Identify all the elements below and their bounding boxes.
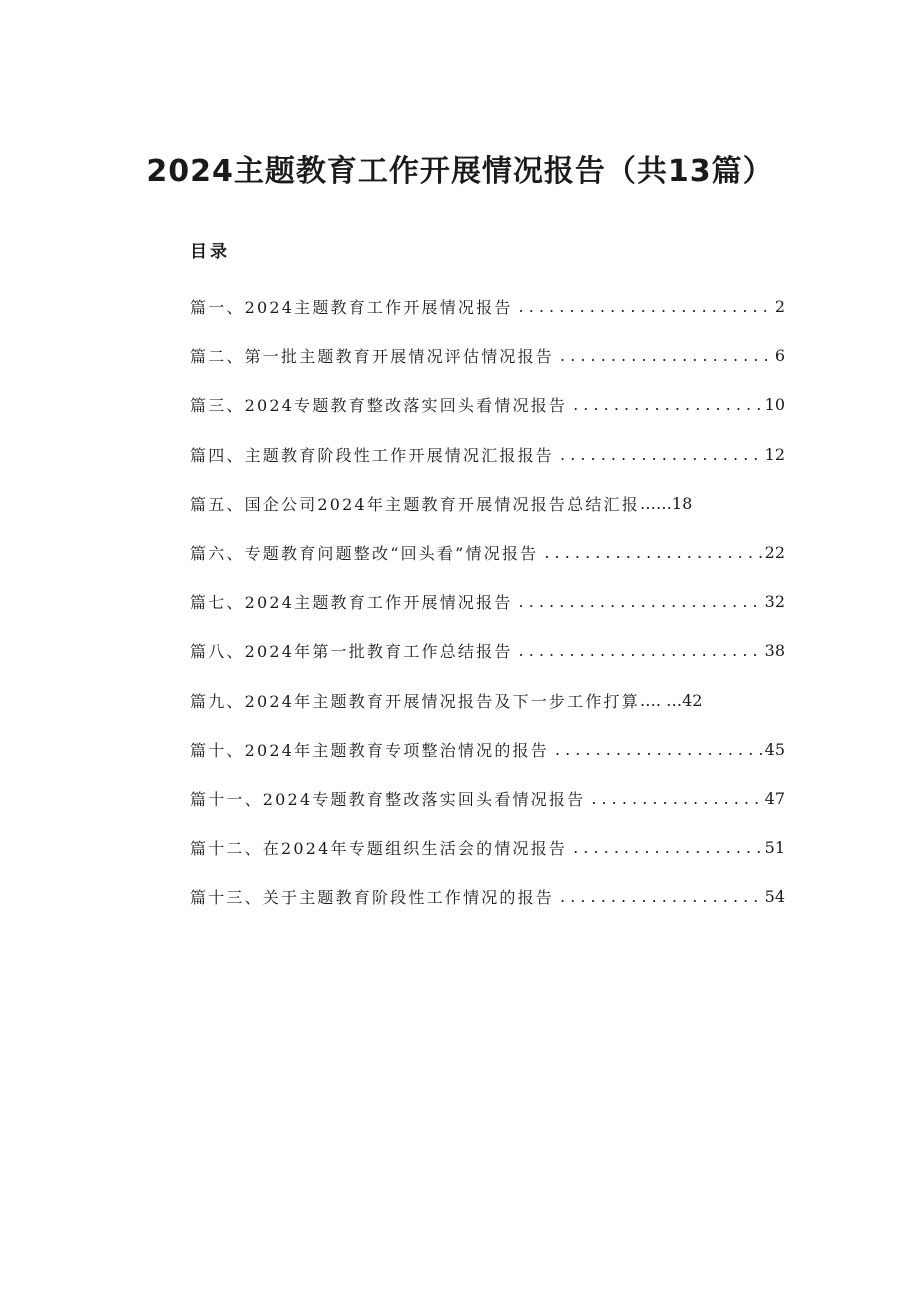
toc-entry-1[interactable] — [190, 282, 785, 331]
toc-entry-4[interactable] — [190, 430, 785, 479]
toc-entry-label: 篇十、2024年主题教育专项整治情况的报告 — [190, 740, 549, 760]
toc-entry-label: 篇十二、在2024年专题组织生活会的情况报告 — [190, 839, 568, 859]
toc-page-number: 6 — [774, 346, 785, 366]
toc-dot-leader — [560, 346, 773, 365]
toc-dot-leader — [519, 592, 763, 611]
toc-entry-label: 篇六、专题教育问题整改“回头看”情况报告 — [190, 544, 539, 564]
toc-entry-label: 篇四、主题教育阶段性工作开展情况汇报报告 — [190, 445, 555, 465]
toc-entry-label: 篇五、国企公司2024年主题教育开展情况报告总结汇报 — [190, 494, 640, 514]
toc-entry-label: 篇十三、关于主题教育阶段性工作情况的报告 — [190, 888, 555, 908]
toc-dot-leader — [544, 543, 762, 562]
toc-page-number: 47 — [764, 788, 785, 808]
toc-entry-10[interactable] — [190, 725, 785, 774]
toc-heading: 目录 — [190, 242, 230, 262]
toc-page-number: 12 — [764, 444, 785, 464]
toc-page-number: 54 — [764, 887, 785, 907]
toc-page-number: 22 — [764, 543, 785, 563]
toc-page-number: 32 — [764, 592, 785, 612]
toc-entry-8[interactable] — [190, 626, 785, 675]
toc-entry-7[interactable] — [190, 577, 785, 626]
toc-dot-leader — [573, 395, 763, 414]
toc-entry-5[interactable] — [190, 479, 785, 528]
toc-page-number: 2 — [774, 297, 785, 317]
toc-entry-6[interactable] — [190, 528, 785, 577]
toc-entry-label: 篇九、2024年主题教育开展情况报告及下一步工作打算 — [190, 691, 640, 711]
toc-entry-13[interactable] — [190, 872, 785, 921]
toc-entry-label: 篇三、2024专题教育整改落实回头看情况报告 — [190, 396, 568, 416]
toc-entry-2[interactable] — [190, 331, 785, 380]
toc-page-number: 45 — [764, 739, 785, 759]
toc-entry-9[interactable] — [190, 676, 785, 725]
toc-dot-leader — [519, 641, 763, 660]
toc-page-number: ……18 — [639, 493, 693, 513]
document-title: 2024主题教育工作开展情况报告（共13篇） — [146, 154, 774, 189]
toc-entry-label: 篇一、2024主题教育工作开展情况报告 — [190, 298, 513, 318]
toc-entry-label: 篇十一、2024专题教育整改落实回头看情况报告 — [190, 789, 586, 809]
toc-entry-12[interactable] — [190, 823, 785, 872]
toc-dot-leader — [573, 838, 763, 857]
toc-page-number: 38 — [764, 641, 785, 661]
toc-dot-leader — [591, 789, 762, 808]
toc-page-number: …. …42 — [639, 690, 703, 710]
table-of-contents — [190, 282, 785, 921]
toc-page-number: 51 — [764, 838, 785, 858]
toc-dot-leader — [560, 887, 763, 906]
toc-entry-3[interactable] — [190, 380, 785, 429]
toc-dot-leader — [519, 297, 773, 316]
toc-entry-label: 篇七、2024主题教育工作开展情况报告 — [190, 593, 513, 613]
toc-page-number: 10 — [764, 395, 785, 415]
toc-entry-11[interactable] — [190, 774, 785, 823]
toc-dot-leader — [560, 445, 763, 464]
toc-entry-label: 篇二、第一批主题教育开展情况评估情况报告 — [190, 347, 555, 367]
toc-dot-leader — [555, 740, 763, 759]
toc-entry-label: 篇八、2024年第一批教育工作总结报告 — [190, 642, 513, 662]
